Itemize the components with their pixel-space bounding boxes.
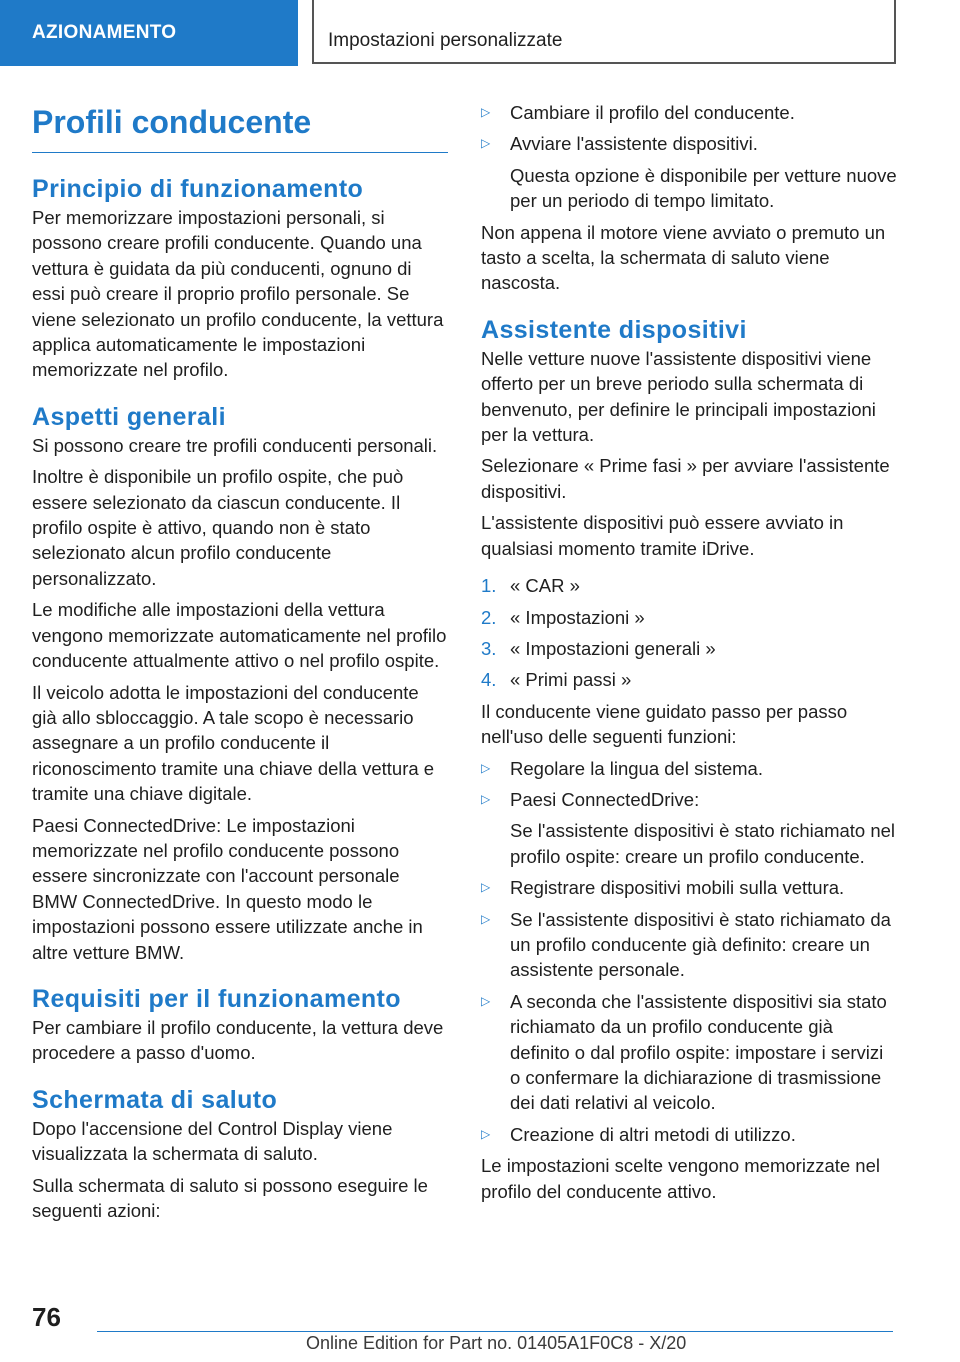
triangle-bullet-icon: ▷ (481, 911, 491, 926)
paragraph: Il veicolo adotta le impostazioni del conducente già allo sbloccaggio. A tale scopo è necessario assegnare a un profilo conducente il riconoscimento tramite una chiave della vettura e tramite una chiave digitale. (32, 681, 435, 805)
triangle-bullet-icon: ▷ (481, 136, 491, 151)
numbered-steps (481, 573, 897, 693)
triangle-bullet-icon: ▷ (481, 993, 491, 1008)
list-item: ▷ Creazione di altri metodi di utilizzo. (481, 1122, 897, 1147)
triangle-bullet-icon: ▷ (481, 1126, 491, 1141)
paragraph: Paesi ConnectedDrive: Le impostazioni memorizzate nel profilo conducente possono essere sincronizzate con l'account personale BMW ConnectedDrive. In questo modo le impostazioni possono essere utilizzate anche in altre vetture BMW. (32, 814, 423, 963)
paragraph: Selezionare « Prime fasi » per avviare l'assistente dispositivi. (481, 455, 890, 502)
bullet-list (481, 100, 897, 157)
paragraph: Inoltre è disponibile un profilo ospite, che può essere selezionato da ciascun conducente. Il profilo ospite è attivo, quando non è stato selezionato alcun profilo conducente personalizzato. (32, 466, 404, 589)
list-item: ▷ Paesi ConnectedDrive: (481, 787, 897, 812)
list-item: ▷ Se l'assistente dispositivi è stato richiamato da un profilo conducente già definito: creare un assistente personale. (481, 908, 891, 981)
page-number: 76 (32, 1302, 61, 1332)
section-tab: AZIONAMENTO (0, 0, 298, 66)
footer-divider (97, 1331, 893, 1332)
list-item-note: Se l'assistente dispositivi è stato richiamato nel profilo ospite: creare un profilo conducente. (510, 820, 896, 867)
heading-principio: Principio di funzionamento (32, 175, 364, 203)
paragraph: Per memorizzare impostazioni personali, si possono creare profili conducente. Quando una vettura è guidata da più conducenti, ognuno di essi può creare il proprio profilo personale. Se viene selezionato un profilo conducente, la vettura applica automaticamente le impostazioni memorizzate nel profilo. (32, 207, 444, 381)
list-item: ▷ Cambiare il profilo del conducente. (481, 100, 897, 125)
heading-assistente: Assistente dispositivi (481, 315, 747, 344)
list-item: ▷ A seconda che l'assistente dispositivi sia stato richiamato da un profilo conducente già definito o dal profilo ospite: impostare i servizi o confermare la dichiarazione di trasmissione dei dati relativi al veicolo. (481, 990, 887, 1114)
heading-aspetti: Aspetti generali (32, 402, 226, 431)
paragraph: Il conducente viene guidato passo per passo nell'uso delle seguenti funzioni: (481, 700, 848, 748)
paragraph: Le modifiche alle impostazioni della vettura vengono memorizzate automaticamente nel profilo conducente attualmente attivo o nel profilo ospite. (32, 599, 447, 672)
list-item: ▷ Registrare dispositivi mobili sulla vettura. (481, 875, 897, 900)
triangle-bullet-icon: ▷ (481, 791, 491, 806)
paragraph: Per cambiare il profilo conducente, la vettura deve procedere a passo d'uomo. (32, 1016, 444, 1064)
triangle-bullet-icon: ▷ (481, 880, 491, 895)
step-item: 3. « Impostazioni generali » (481, 637, 716, 659)
heading-schermata: Schermata di saluto (32, 1085, 278, 1114)
footer-edition: Online Edition for Part no. 01405A1F0C8 - X/20 (306, 1333, 687, 1353)
paragraph: Dopo l'accensione del Control Display viene visualizzata la schermata di saluto. (32, 1117, 393, 1165)
bullet-list (481, 756, 897, 813)
paragraph: Si possono creare tre profili conducenti personali. (32, 434, 438, 456)
right-column (481, 100, 897, 1210)
triangle-bullet-icon: ▷ (481, 105, 491, 119)
chapter-title: Impostazioni personalizzate (312, 0, 896, 64)
list-item: ▷ Avviare l'assistente dispositivi. (481, 131, 897, 156)
list-item: ▷ Regolare la lingua del sistema. (481, 756, 897, 781)
page-header (0, 0, 960, 66)
page-title: Profili conducente (32, 100, 448, 153)
paragraph: Le impostazioni scelte vengono memorizzate nel profilo del conducente attivo. (481, 1155, 880, 1202)
left-column (32, 100, 448, 1229)
paragraph: Non appena il motore viene avviato o premuto un tasto a scelta, la schermata di saluto viene nascosta. (481, 221, 886, 294)
paragraph: Sulla schermata di saluto si possono eseguire le seguenti azioni: (32, 1174, 428, 1221)
paragraph: Nelle vetture nuove l'assistente dispositivi viene offerto per un breve periodo sulla schermata di benvenuto, per definire le principali impostazioni per la vettura. (481, 347, 876, 446)
step-item: 1. « CAR » (481, 575, 580, 597)
paragraph: L'assistente dispositivi può essere avviato in qualsiasi momento tramite iDrive. (481, 512, 844, 559)
list-item-note: Questa opzione è disponibile per vetture nuove per un periodo di tempo limitato. (510, 164, 897, 212)
heading-requisiti: Requisiti per il funzionamento (32, 984, 401, 1013)
bullet-list (481, 875, 897, 1147)
triangle-bullet-icon: ▷ (481, 760, 491, 775)
step-item: 2. « Impostazioni » (481, 606, 645, 628)
step-item: 4. « Primi passi » (481, 669, 632, 691)
